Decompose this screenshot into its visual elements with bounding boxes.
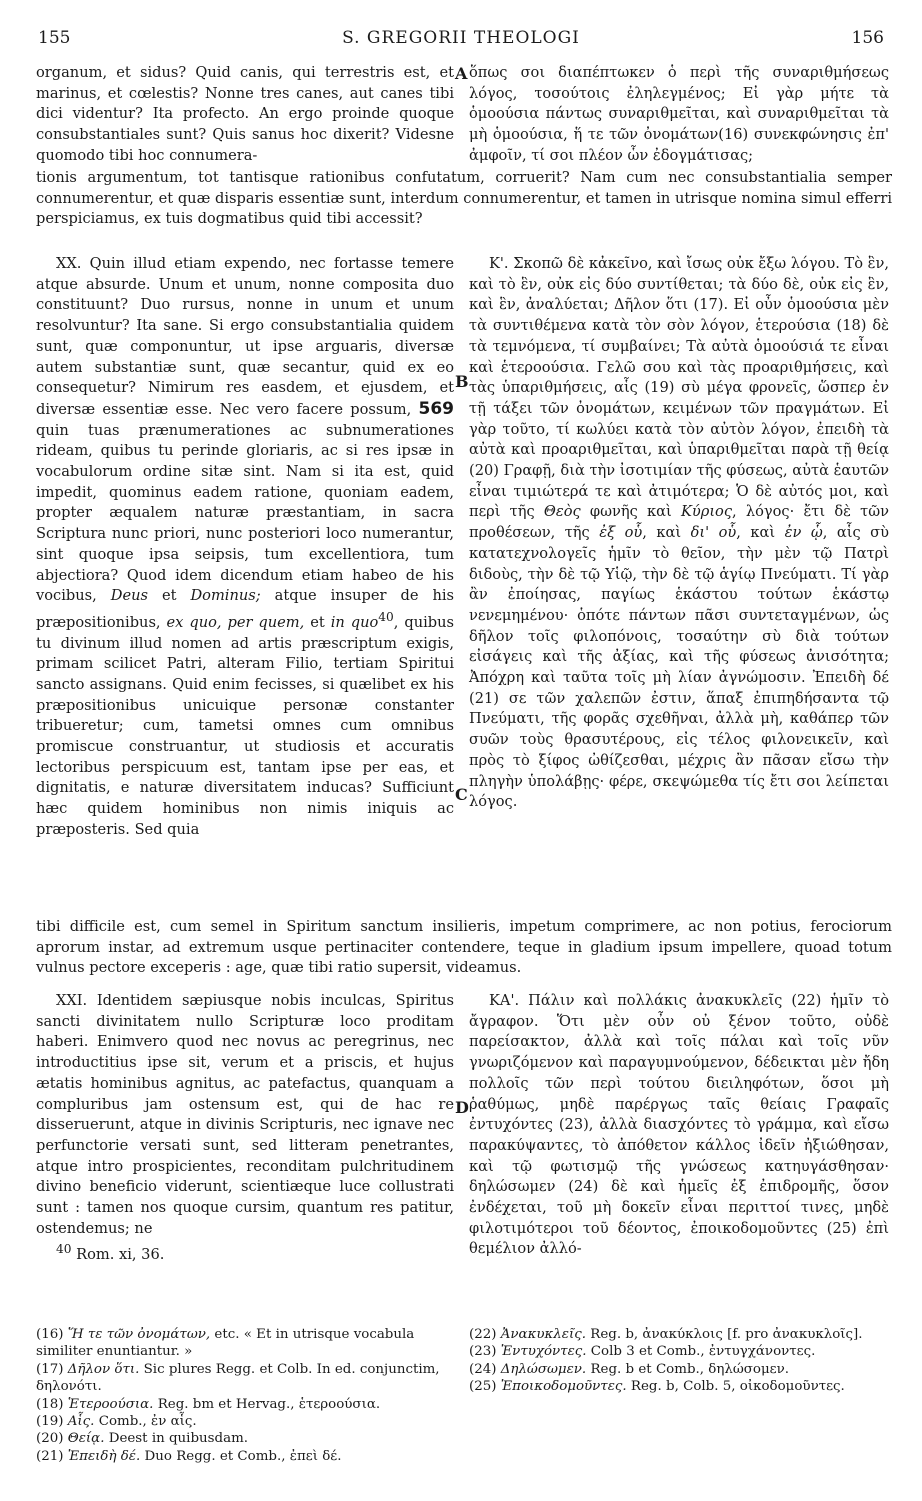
footnote: (24) Δηλώσωμεν. Reg. b et Comb., δηλώσομεν.: [469, 1361, 790, 1377]
footnote: (23) Ἐντυχόντες. Colb 3 et Comb., ἐντυγχάνοντες.: [469, 1344, 816, 1360]
greek-column-top: [469, 63, 889, 167]
latin-column-section-xx: [36, 254, 454, 841]
margin-mark-a: A: [455, 64, 468, 83]
greek-column-section-k: [469, 254, 889, 813]
margin-mark-c: C: [455, 785, 468, 804]
latin-paragraph: XX. Quin illud etiam expendo, nec fortasse temere atque absurde. Unum et unum, nonne composita duo constituunt? Duo rursus, nonne in unum et unum resolvuntur? Ita sane. Si ergo consubstantialia quidem sunt, quæ componuntur, ut ipse arguaris, diversæ autem substantiæ sunt, quæ secantur, quid ex eo consequetur? Nimirum res easdem, et ejusdem, et diversæ essentiæ esse. Nec vero facere possum, 569 quin tuas prænumerationes ac subnumerationes rideam, quibus tu perinde gloriaris, ac si res ipsæ in vocabulorum ordine sitæ sint. Nam si ita est, quid impedit, quominus eadem ratione, quoniam eadem, propter æqualem naturæ præstantiam, in sacra Scriptura nunc priori, nunc posteriori loco numerantur, sint quoque ipsa seipsis, tum excellentiora, tum abjectiora? Quod idem dicendum etiam habeo de his vocibus, Deus et Dominus; atque insuper de his præpositionibus, ex quo, per quem, et in quo$^{40}$, quibus tu divinum illud nomen ad artis præscriptum exigis, primam scilicet Patri, alteram Filio, tertiam Spiritui sancto assignans. Quid enim fecisses, si quælibet ex his præpositionibus unicuique personæ constanter tribueretur; cum, tametsi omnes cum omnibus promiscue construantur, ut studiosis et accuratis lectoribus perspicuum est, tantam ipse per eas, et dignitatis, e naturæ diversitatem inducas? Sufficiunt hæc quidem hominibus non nimis iniquis ac præposteris. Sed quia: [36, 255, 455, 838]
latin-paragraph: organum, et sidus? Quid canis, qui terrestris est, et marinus, et cœlestis? Nonne tres canes, aut canes tibi dici videntur? Ita profecto. An ergo proinde quoque consubstantiales sunt? Quis sanus hoc dixerit? Videsne quomodo tibi hoc connumera-: [36, 64, 454, 164]
greek-column-section-ka: [469, 991, 889, 1260]
footnote: (21) Ἐπειδὴ δέ. Duo Regg. et Comb., ἐπεὶ δέ.: [36, 1448, 342, 1464]
greek-paragraph: ὅπως σοι διαπέπτωκεν ὁ περὶ τῆς συναριθμήσεως λόγος, τοσούτοις ἐληλεγμένος; Εἰ γὰρ μήτε τὰ ὁμοούσια πάντως συναριθμεῖται, καὶ συναριθμεῖται τὰ μὴ ὁμοούσια, ἥ τε τῶν ὀνομάτων(16) συνεκφώνησις ἐπ' ἀμφοῖν, τί σοι πλέον ὧν ἐδογμάτισας;: [469, 64, 889, 164]
right-page-number: 156: [851, 28, 884, 48]
footnote: (17) Δῆλον ὅτι. Sic plures Regg. et Colb. In ed. conjunctim, δηλονότι.: [36, 1361, 440, 1395]
margin-mark-b: B: [455, 372, 469, 391]
greek-paragraph: Κ'. Σκοπῶ δὲ κἀκεῖνο, καὶ ἴσως οὐκ ἔξω λόγου. Τὸ ἓν, καὶ τὸ ἓν, οὐκ εἰς δύο συντίθεται; τὰ δύο δὲ, οὐκ εἰς ἓν, καὶ ἓν, ἀναλύεται; Δῆλον ὅτι (17). Εἰ οὖν ὁμοούσια μὲν τὰ συντιθέμενα κατὰ τὸν σὸν λόγον, ἑτερούσια (18) δὲ τὰ τεμνόμενα, τί συμβαίνει; Τὰ αὐτὰ ὁμοούσιά τε εἶναι καὶ ἑτεροούσια. Γελῶ σου καὶ τὰς προαριθμήσεις, καὶ τὰς ὑπαριθμήσεις, αἷς (19) σὺ μέγα φρονεῖς, ὥσπερ ἐν τῇ τάξει τῶν ὀνομάτων, κειμένων τῶν πραγμάτων. Εἰ γὰρ τοῦτο, τί κωλύει κατὰ τὸν αὐτὸν λόγον, ἐπειδὴ τὰ αὐτὰ καὶ προαριθμεῖται, καὶ ὑπαριθμεῖται παρὰ τῇ θείᾳ (20) Γραφῇ, διὰ τὴν ἰσοτιμίαν τῆς φύσεως, αὐτὰ ἑαυτῶν εἶναι τιμιώτερά τε καὶ ἀτιμότερα; Ὁ δὲ αὐτός μοι, καὶ περὶ τῆς Θεὸς φωνῆς καὶ Κύριος, λόγος· ἔτι δὲ τῶν προθέσεων, τῆς ἐξ οὗ, καὶ δι' οὗ, καὶ ἐν ᾧ, αἷς σὺ κατατεχνολογεῖς ἡμῖν τὸ θεῖον, τὴν μὲν τῷ Πατρὶ διδοὺς, τὴν δὲ τῷ Υἱῷ, τὴν δὲ τῷ ἁγίῳ Πνεύματι. Τί γὰρ ἂν ἐποίησας, παγίως ἑκάστου τούτων ἑκάστῳ νενεμημένου· ὁπότε πάντων πᾶσι συντεταγμένων, ὡς δῆλον τοῖς φιλοπόνοις, τοσαύτην σὺ διὰ τούτων εἰσάγεις καὶ τῆς ἀξίας, καὶ τῆς φύσεως ἀνισότητα; Ἀπόχρη καὶ ταῦτα τοῖς μὴ λίαν ἀγνώμοσιν. Ἐπειδὴ δέ (21) σε τῶν χαλεπῶν ἐστιν, ἅπαξ ἐπιπηδήσαντα τῷ Πνεύματι, τῆς φορᾶς σχεθῆναι, ἀλλὰ μὴ, καθάπερ τῶν συῶν τοὺς θρασυτέρους, εἰς τέλος φιλονεικεῖν, καὶ πρὸς τὸ ξίφος ὠθίζεσθαι, μέχρις ἂν πᾶσαν εἴσω τὴν πληγὴν ὑπολάβῃς· φέρε, σκεψώμεθα τίς ἔτι σοι λείπεται λόγος.: [469, 255, 890, 811]
page-title: S. GREGORII THEOLOGI: [342, 28, 580, 48]
column-number: 569: [418, 398, 454, 419]
footnote: (16) Ἥ τε τῶν ὀνομάτων, etc. « Et in utrisque vocabula similiter enuntiantur. »: [36, 1327, 415, 1360]
latin-paragraph: XXI. Identidem sæpiusque nobis inculcas, Spiritus sancti divinitatem nullo Scripturæ loco proditam haberi. Enimvero quod nec novus ac peregrinus, nec introductitius ipse sit, verum et a priscis, et hujus ætatis hominibus agnitus, ac patefactus, quanquam a compluribus jam ostensum est, qui de hac re disseruerunt, atque in divinis Scripturis, nec ignave nec perfunctorie versati sunt, sed litteram penetrantes, atque intro prospicientes, reconditam pulchritudinem divino beneficio viderunt, scientiæque luce collustrati sunt : tamen nos quoque cursim, quantum res patitur, ostendemus; ne: [36, 992, 454, 1237]
latin-paragraph: tibi difficile est, cum semel in Spiritum sanctum insilieris, impetum comprimere, ac non potius, ferociorum aprorum instar, ad extremum usque pertinaciter contendere, teque in gladium ipsum impellere, quoad totum vulnus pectore exceperis : age, quæ tibi ratio supersit, videamus.: [36, 918, 892, 977]
footnote: (18) Ἑτεροούσια. Reg. bm et Hervag., ἑτεροούσια.: [36, 1396, 381, 1412]
full-width-text-1: [36, 168, 892, 230]
footnote: (22) Ἀνακυκλεῖς. Reg. b, ἀνακύκλοις [f. pro ἀνακυκλοῖς].: [469, 1327, 863, 1342]
footnote: (25) Ἐποικοδομοῦντες. Reg. b, Colb. 5, οἰκοδομοῦντες.: [469, 1379, 845, 1395]
footnote: (20) Θείᾳ. Deest in quibusdam.: [36, 1431, 249, 1447]
greek-paragraph: ΚΑ'. Πάλιν καὶ πολλάκις ἀνακυκλεῖς (22) ἡμῖν τὸ ἄγραφον. Ὅτι μὲν οὖν οὐ ξένον τοῦτο, οὐδὲ παρείσακτον, ἀλλὰ καὶ τοῖς πάλαι καὶ τοῖς νῦν γνωριζόμενον καὶ παραγυμνούμενον, δέδεικται μὲν ἤδη πολλοῖς τῶν περὶ τούτου διειληφότων, ὅσοι μὴ ῥαθύμως, μηδὲ παρέργως ταῖς θείαις Γραφαῖς ἐντυχόντες (23), ἀλλὰ διασχόντες τὸ γράμμα, καὶ εἴσω παρακύψαντες, τὸ ἀπόθετον κάλλος ἰδεῖν ἠξιώθησαν, καὶ τῷ φωτισμῷ τῆς γνώσεως κατηυγάσθησαν· δηλώσωμεν (24) δὲ καὶ ἡμεῖς ἐξ ἐπιδρομῆς, ὅσον ἐνδέχεται, τοῦ μὴ δοκεῖν εἶναι περιττοί τινες, μηδὲ φιλοτιμότεροι τοῦ δέοντος, ἐποικοδομοῦντες (25) ἐπὶ θεμέλιον ἀλλό-: [469, 992, 889, 1258]
footnotes-right: [469, 1326, 889, 1396]
latin-column-top: [36, 63, 454, 167]
footnote-ref: 40: [378, 609, 394, 624]
full-width-text-2: [36, 917, 892, 979]
footnote: (19) Αἷς. Comb., ἐν αἷς.: [36, 1414, 197, 1430]
latin-paragraph: tionis argumentum, tot tantisque rationibus confutatum, corruerit? Nam cum nec consubstantialia semper connumerentur, et quæ disparis essentiæ sunt, interdum connumerentur, et tamen in utrisque nomina simul efferri perspiciamus, ex tuis dogmatibus quid tibi accessit?: [36, 169, 892, 228]
running-header: [0, 28, 922, 58]
footnotes-left: [36, 1326, 454, 1465]
left-page-number: 155: [38, 28, 71, 48]
scripture-reference: $^{40}$ Rom. xi, 36.: [56, 1242, 165, 1264]
latin-column-section-xxi: [36, 991, 454, 1266]
margin-mark-d: D: [455, 1098, 469, 1117]
